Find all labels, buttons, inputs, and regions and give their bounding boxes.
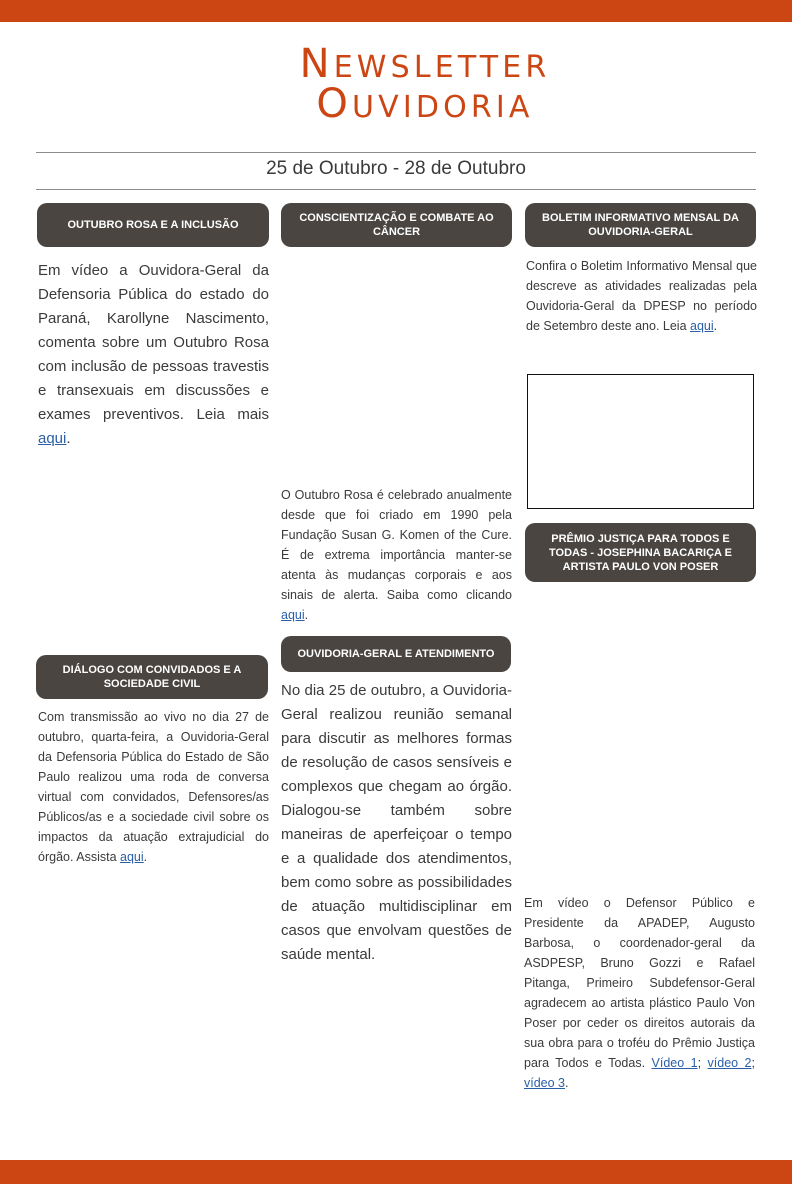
punctuation: . [565, 1076, 569, 1090]
read-more-link[interactable]: aqui [38, 430, 67, 447]
bottom-accent-bar [0, 1160, 792, 1184]
article-text: O Outubro Rosa é celebrado anualmente desde que foi criado em 1990 pela Fundação Susan G. Komen of the Cure. É de extrema importância manter-se atenta às mudanças corporais e aos sinais de alerta. Saiba como clicando [281, 488, 512, 602]
punctuation: . [66, 430, 71, 447]
punctuation: . [143, 850, 148, 864]
video-2-link[interactable]: vídeo 2 [707, 1056, 752, 1070]
newsletter-title-line2: OUVIDORIA [316, 81, 534, 127]
article-ouvidoria-atendimento: No dia 25 de outubro, a Ouvidoria-Geral realizou reunião semanal para discutir as melhores formas de resolução de casos sensíveis e complexos que chegam ao órgão. Dialogou-se também sobre maneiras de aperfeiçoar o tempo e a qualidade dos atendimentos, bem como sobre as possibilidades de atuação multidisciplinar em casos que envolvam questões de saúde mental. [281, 682, 512, 963]
section-heading-conscientizacao-cancer: CONSCIENTIZAÇÃO E COMBATE AO CÂNCER [281, 203, 512, 247]
separator: ; [697, 1056, 708, 1070]
article-boletim-informativo [526, 256, 757, 336]
section-heading-ouvidoria-atendimento: OUVIDORIA-GERAL E ATENDIMENTO [281, 636, 511, 672]
punctuation: . [304, 608, 309, 622]
separator: ; [751, 1056, 755, 1070]
header-rule-bottom [36, 189, 756, 190]
date-range: 25 de Outubro - 28 de Outubro [266, 158, 526, 179]
article-text: Confira o Boletim Informativo Mensal que descreve as atividades realizadas pela Ouvidoria-Geral da DPESP no período de Setembro deste ano. Leia [526, 259, 757, 333]
article-premio-justica [524, 893, 755, 1093]
video-1-link[interactable]: Vídeo 1 [651, 1056, 698, 1070]
header-rule-top [36, 152, 756, 153]
watch-link[interactable]: aqui [120, 850, 144, 864]
boletim-image-frame [527, 374, 754, 509]
article-text: Em vídeo o Defensor Público e Presidente da APADEP, Augusto Barbosa, o coordenador-geral da ASDPESP, Bruno Gozzi e Rafael Pitanga, Primeiro Subdefensor-Geral agradecem ao artista plástico Paulo Von Poser por ceder os direitos autorais da sua obra para o troféu do Prêmio Justiça para Todos e Todas. [524, 896, 755, 1070]
section-heading-dialogo-convidados: DIÁLOGO COM CONVIDADOS E A SOCIEDADE CIVIL [36, 655, 268, 699]
read-link[interactable]: aqui [690, 319, 714, 333]
punctuation: . [713, 319, 718, 333]
section-heading-outubro-rosa-inclusao: OUTUBRO ROSA E A INCLUSÃO [37, 203, 269, 247]
top-accent-bar [0, 0, 792, 22]
section-heading-premio-justica: PRÊMIO JUSTIÇA PARA TODOS E TODAS - JOSEPHINA BACARIÇA E ARTISTA PAULO VON POSER [525, 523, 756, 582]
article-dialogo-convidados [38, 707, 269, 867]
section-heading-boletim-informativo: BOLETIM INFORMATIVO MENSAL DA OUVIDORIA-GERAL [525, 203, 756, 247]
newsletter-title-line1: NEWSLETTER [299, 41, 551, 87]
article-text: Com transmissão ao vivo no dia 27 de outubro, quarta-feira, a Ouvidoria-Geral da Defensoria Pública do Estado de São Paulo realizou uma roda de conversa virtual com convidados, Defensores/as Públicos/as e a sociedade civil sobre os impactos da atuação extrajudicial do órgão. Assista [38, 710, 269, 864]
article-conscientizacao-cancer [281, 485, 512, 625]
article-text: Em vídeo a Ouvidora-Geral da Defensoria Pública do estado do Paraná, Karollyne Nascimento, comenta sobre um Outubro Rosa com inclusão de pessoas travestis e transexuais em discussões e exames preventivos. Leia mais [38, 262, 269, 423]
click-here-link[interactable]: aqui [281, 608, 305, 622]
article-outubro-rosa-inclusao [38, 259, 269, 451]
video-3-link[interactable]: vídeo 3 [524, 1076, 566, 1090]
